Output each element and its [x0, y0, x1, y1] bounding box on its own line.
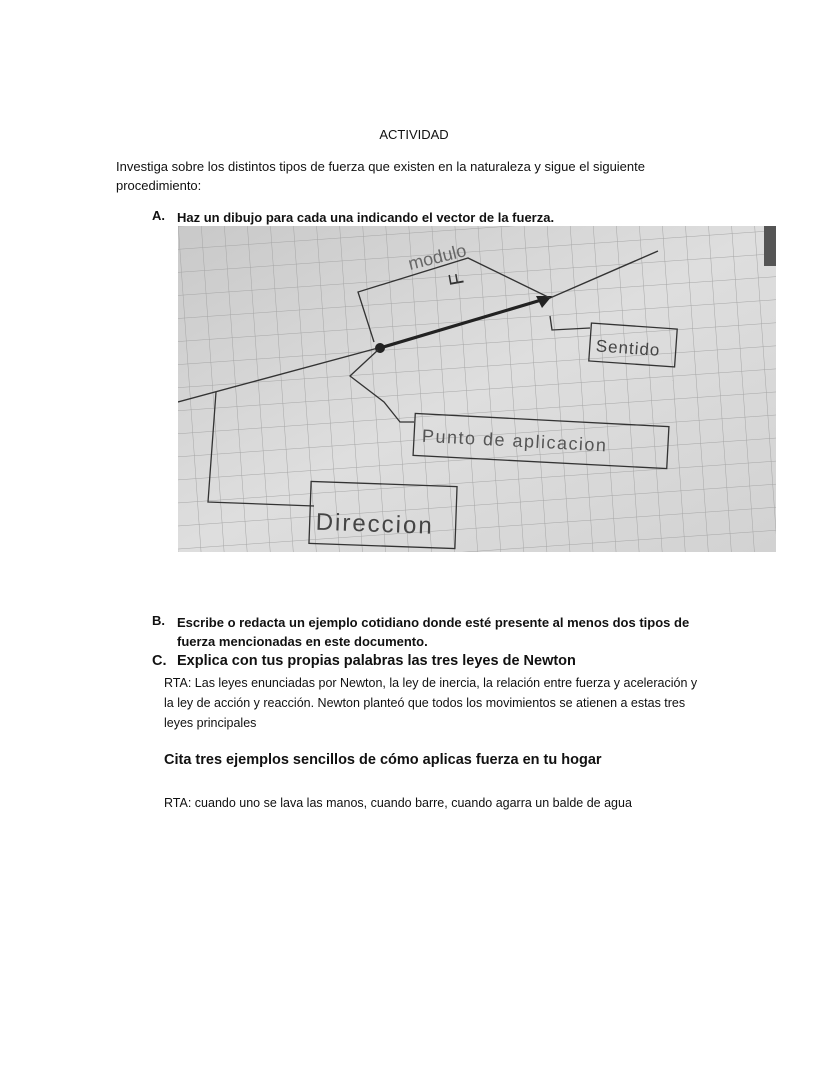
label-sentido: Sentido	[595, 336, 662, 360]
item-c-text: Explica con tus propias palabras las tres leyes de Newton	[177, 653, 576, 669]
grid-lines	[178, 226, 776, 552]
intro-paragraph: Investiga sobre los distintos tipos de fuerza que existen en la naturaleza y sigue el siguiente procedimiento:	[116, 159, 645, 193]
label-punto: Punto de aplicacion	[421, 425, 609, 456]
hogar-answer: RTA: cuando uno se lava las manos, cuando barre, cuando agarra un balde de agua	[164, 796, 632, 810]
item-b-marker: B.	[152, 613, 165, 628]
label-modulo: modulo	[406, 240, 469, 274]
label-direccion: Direccion	[315, 508, 435, 540]
hogar-question: Cita tres ejemplos sencillos de cómo aplicas fuerza en tu hogar	[164, 752, 602, 768]
dark-corner	[764, 226, 776, 266]
force-vector-drawing	[178, 226, 776, 552]
page-title: ACTIVIDAD	[379, 127, 449, 142]
item-a-text: Haz un dibujo para cada una indicando el vector de la fuerza.	[177, 210, 555, 225]
item-a-marker: A.	[152, 208, 165, 223]
label-f: F	[445, 271, 469, 287]
item-c-answer: RTA: Las leyes enunciadas por Newton, la ley de inercia, la relación entre fuerza y aceleración y la ley de acción y reacción. Newton planteó que todos los movimientos se atienen a estas tres leyes principales	[164, 676, 698, 730]
item-c-marker: C.	[152, 653, 167, 669]
item-b-text: Escribe o redacta un ejemplo cotidiano donde esté presente al menos dos tipos de fuerza mencionadas en este documento.	[177, 615, 690, 649]
